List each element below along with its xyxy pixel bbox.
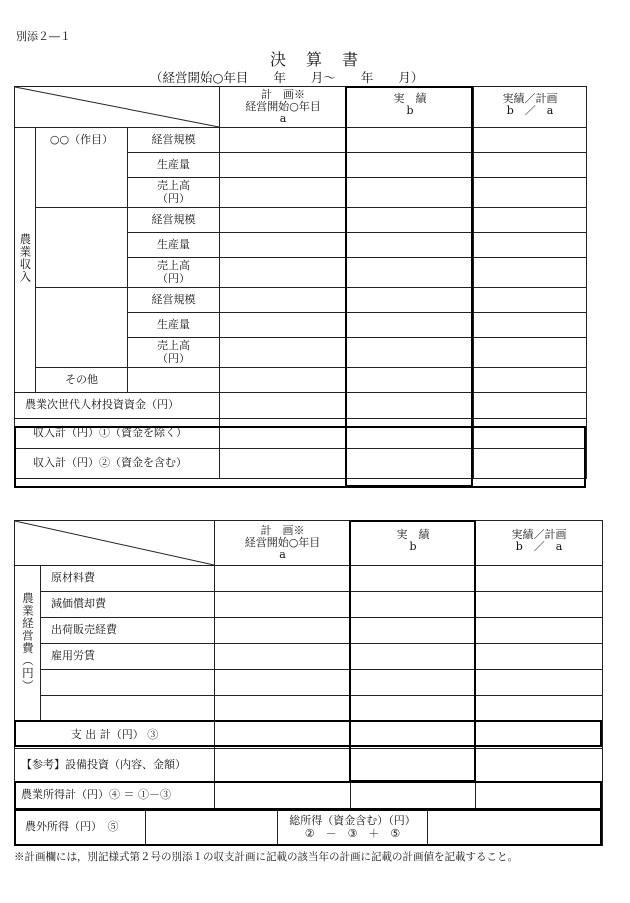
header-diagonal-cell bbox=[15, 87, 220, 128]
fund-label: 農業次世代人材投資資金（円） bbox=[15, 393, 220, 419]
income-total-1-label: 収入計（円）①（資金を除く） bbox=[15, 419, 220, 449]
cell[interactable] bbox=[347, 178, 474, 208]
expense-item: 出荷販売経費 bbox=[41, 618, 215, 644]
cell[interactable] bbox=[220, 258, 347, 288]
cell[interactable] bbox=[215, 722, 351, 749]
crop-2-name[interactable] bbox=[36, 208, 128, 288]
actual-header-2-line1: 実 績 bbox=[396, 528, 430, 541]
plan-header-2 bbox=[215, 521, 351, 566]
cell[interactable] bbox=[474, 153, 587, 178]
plan-header-line3: a bbox=[279, 112, 287, 126]
cell[interactable] bbox=[215, 696, 351, 722]
cell[interactable] bbox=[476, 696, 603, 722]
cell[interactable] bbox=[474, 368, 587, 393]
plan-header-2-line1: 計 画※ bbox=[260, 523, 305, 537]
expense-table bbox=[14, 520, 603, 810]
ratio-header-2-line2: b ／ a bbox=[515, 540, 563, 554]
cell[interactable] bbox=[347, 288, 474, 313]
cell[interactable] bbox=[220, 313, 347, 338]
ratio-header bbox=[474, 87, 587, 128]
actual-header bbox=[347, 87, 474, 128]
cell[interactable] bbox=[428, 810, 603, 846]
cell[interactable] bbox=[474, 449, 587, 479]
ratio-header-2 bbox=[476, 521, 603, 566]
cell[interactable] bbox=[220, 449, 347, 479]
cell[interactable] bbox=[220, 419, 347, 449]
cell[interactable] bbox=[347, 233, 474, 258]
period-label: （経営開始○年目 年 月～ 年 月） bbox=[150, 70, 424, 85]
income-table bbox=[14, 86, 587, 479]
cell[interactable] bbox=[215, 782, 351, 810]
cell[interactable] bbox=[476, 782, 603, 810]
actual-header-2 bbox=[351, 521, 476, 566]
cell[interactable] bbox=[351, 670, 476, 696]
gross-income-row bbox=[14, 809, 603, 846]
header-diagonal-cell-2 bbox=[15, 521, 215, 566]
equipment-investment-label: 【参考】設備投資（内容、金額） bbox=[15, 749, 215, 782]
ratio-header-line1: 実績／計画 bbox=[502, 92, 558, 105]
cell[interactable] bbox=[474, 338, 587, 368]
farm-expense-group: 農業経営費（円） bbox=[15, 566, 41, 722]
crop-2-scale-label: 経営規模 bbox=[128, 208, 220, 233]
cell[interactable] bbox=[351, 749, 476, 782]
cell[interactable] bbox=[351, 782, 476, 810]
nonfarm-income-label: 農外所得（円） ⑤ bbox=[15, 810, 146, 846]
plan-header-line1: 計 画※ bbox=[261, 87, 306, 101]
cell[interactable] bbox=[146, 810, 278, 846]
farm-income-label: 農業所得計（円）④ ＝ ①－③ bbox=[15, 782, 215, 810]
annex-label: 別添２―１ bbox=[16, 30, 71, 43]
cell[interactable] bbox=[351, 644, 476, 670]
cell[interactable] bbox=[347, 449, 474, 479]
cell[interactable] bbox=[474, 288, 587, 313]
cell[interactable] bbox=[220, 128, 347, 153]
crop-3-sales-label: 売上高 （円） bbox=[128, 338, 220, 368]
crop-1-name: ○○（作目） bbox=[36, 128, 128, 208]
cell[interactable] bbox=[474, 208, 587, 233]
cell[interactable] bbox=[351, 696, 476, 722]
cell[interactable] bbox=[347, 419, 474, 449]
crop-1-scale-label: 経営規模 bbox=[128, 128, 220, 153]
cell[interactable] bbox=[220, 338, 347, 368]
actual-header-2-line2: b bbox=[409, 540, 417, 554]
cell[interactable] bbox=[351, 592, 476, 618]
crop-3-name[interactable] bbox=[36, 288, 128, 368]
plan-header bbox=[220, 87, 347, 128]
gross-income-label: 総所得（資金含む）（円） ② － ③ ＋ ⑤ bbox=[278, 810, 428, 846]
cell[interactable] bbox=[351, 618, 476, 644]
expense-item: 減価償却費 bbox=[41, 592, 215, 618]
cell[interactable] bbox=[215, 618, 351, 644]
actual-header-line2: b bbox=[406, 104, 414, 118]
expense-item: 雇用労賃 bbox=[41, 644, 215, 670]
actual-header-line1: 実 績 bbox=[393, 92, 427, 105]
cell[interactable] bbox=[347, 368, 474, 393]
crop-3-production-label: 生産量 bbox=[128, 313, 220, 338]
cell[interactable] bbox=[476, 670, 603, 696]
cell[interactable] bbox=[476, 749, 603, 782]
crop-2-sales-label: 売上高 （円） bbox=[128, 258, 220, 288]
footnote: ※計画欄には，別記様式第２号の別添１の収支計画に記載の該当年の計画に記載の計画値を記載すること。 bbox=[14, 851, 518, 863]
cell[interactable] bbox=[474, 178, 587, 208]
document-title: 決 算 書 bbox=[269, 50, 360, 69]
cell[interactable] bbox=[476, 566, 603, 592]
ratio-header-line2: b ／ a bbox=[506, 104, 554, 118]
expense-item: 原材料費 bbox=[41, 566, 215, 592]
cell[interactable] bbox=[474, 393, 587, 419]
cell[interactable] bbox=[220, 233, 347, 258]
crop-2-production-label: 生産量 bbox=[128, 233, 220, 258]
cell[interactable] bbox=[474, 419, 587, 449]
cell[interactable] bbox=[347, 393, 474, 419]
cell[interactable] bbox=[215, 592, 351, 618]
crop-1-production-label: 生産量 bbox=[128, 153, 220, 178]
cell[interactable] bbox=[220, 178, 347, 208]
cell[interactable] bbox=[215, 670, 351, 696]
plan-header-2-line2: 経営開始○年目 bbox=[244, 535, 321, 549]
crop-1-sales-label: 売上高 （円） bbox=[128, 178, 220, 208]
expense-total-label: 支 出 計（円） ③ bbox=[15, 722, 215, 749]
cell[interactable] bbox=[220, 393, 347, 419]
ratio-header-2-line1: 実績／計画 bbox=[511, 528, 567, 541]
cell[interactable] bbox=[128, 368, 220, 393]
other-income-label: その他 bbox=[36, 368, 128, 393]
cell[interactable] bbox=[220, 368, 347, 393]
cell[interactable] bbox=[347, 128, 474, 153]
cell[interactable] bbox=[476, 618, 603, 644]
plan-header-2-line3: a bbox=[279, 548, 286, 562]
cell[interactable] bbox=[347, 153, 474, 178]
cell[interactable] bbox=[347, 208, 474, 233]
cell[interactable] bbox=[351, 722, 476, 749]
cell[interactable] bbox=[476, 722, 603, 749]
crop-3-scale-label: 経営規模 bbox=[128, 288, 220, 313]
cell[interactable] bbox=[347, 338, 474, 368]
cell[interactable] bbox=[220, 153, 347, 178]
cell[interactable] bbox=[476, 592, 603, 618]
cell[interactable] bbox=[474, 258, 587, 288]
cell[interactable] bbox=[474, 313, 587, 338]
cell[interactable] bbox=[474, 233, 587, 258]
expense-item-blank[interactable] bbox=[41, 670, 215, 696]
cell[interactable] bbox=[347, 258, 474, 288]
cell[interactable] bbox=[347, 313, 474, 338]
cell[interactable] bbox=[220, 288, 347, 313]
cell[interactable] bbox=[476, 644, 603, 670]
farm-income-group: 農業収入 bbox=[15, 128, 36, 393]
plan-header-line2: 経営開始○年目 bbox=[245, 99, 321, 113]
cell[interactable] bbox=[215, 749, 351, 782]
income-total-2-label: 収入計（円）②（資金を含む） bbox=[15, 449, 220, 479]
cell[interactable] bbox=[351, 566, 476, 592]
cell[interactable] bbox=[474, 128, 587, 153]
cell[interactable] bbox=[215, 644, 351, 670]
cell[interactable] bbox=[215, 566, 351, 592]
expense-item-blank[interactable] bbox=[41, 696, 215, 722]
cell[interactable] bbox=[220, 208, 347, 233]
